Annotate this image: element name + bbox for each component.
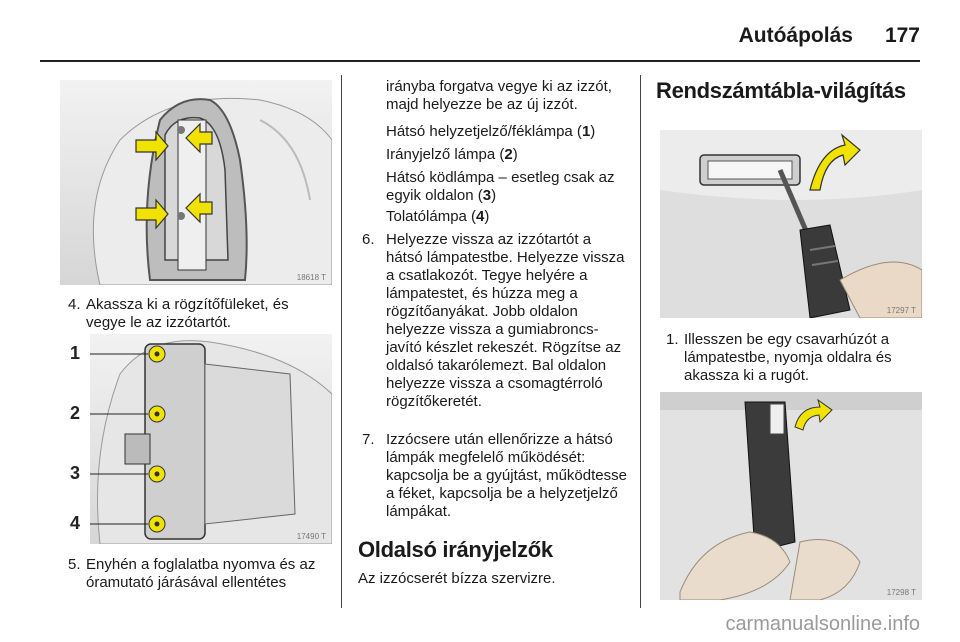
tail-lamp-figure bbox=[60, 80, 332, 285]
step-6: 6. Helyezze vissza az izzótartót a hátsó lámpatestbe. Helyezze vissza a csatlakozót. Tegye helyére a lámpatestet, és húzza meg a rögzítőanyákat. Jobb oldalon helyezze vissza a gumiabroncs-javító készlet rekeszét. Rögzítse az oldalsó takarólemezt. Bal oldalon helyezze vissza a csomagtérroló rögzítőkeretét. bbox=[362, 231, 625, 410]
page-title: Autóápolás bbox=[738, 24, 853, 47]
figure-code: 17298 T bbox=[886, 588, 916, 597]
figure-code: 17297 T bbox=[886, 306, 916, 315]
section-text-side-indicators: Az izzócserét bízza szervizre. bbox=[358, 570, 556, 587]
callout-2: 2 bbox=[70, 403, 81, 423]
column-divider-2 bbox=[640, 75, 641, 608]
plate-lamp-screwdriver-figure bbox=[660, 130, 922, 318]
step-4: 4. Akassza ki a rögzítőfüleket, és vegye le az izzótartót. bbox=[68, 296, 289, 331]
header-rule bbox=[40, 60, 920, 62]
section-title-plate-light: Rendszámtábla-világítás bbox=[656, 78, 906, 103]
bulb-icon bbox=[149, 346, 165, 362]
lamp-item-3: Hátsó ködlámpa – esetleg csak az egyik oldalon (3) bbox=[386, 169, 615, 204]
lamp-item-1: Hátsó helyzetjelző/féklámpa (1) bbox=[386, 123, 596, 140]
callout-3: 3 bbox=[70, 463, 81, 483]
step-5: 5. Enyhén a foglalatba nyomva és az óramutató járásával ellentétes bbox=[68, 556, 316, 591]
column-divider-1 bbox=[341, 75, 342, 608]
plate-lamp-removal-figure bbox=[660, 392, 922, 600]
bulb-icon bbox=[149, 516, 165, 532]
step-7: 7. Izzócsere után ellenőrizze a hátsó lámpák megfelelő működését: kapcsolja be a gyújtást, működtesse a féket, kapcsolja be a helyzetjelző lámpákat. bbox=[362, 431, 627, 520]
watermark: carmanualsonline.info bbox=[725, 613, 920, 635]
lamp-item-2: Irányjelző lámpa (2) bbox=[386, 146, 518, 163]
callout-1: 1 bbox=[70, 343, 81, 363]
bulb-icon bbox=[149, 466, 165, 482]
page-number: 177 bbox=[884, 24, 920, 47]
figure-code: 18618 T bbox=[296, 273, 326, 282]
callout-4: 4 bbox=[70, 513, 81, 533]
bulb-holder-figure bbox=[90, 334, 332, 544]
step-1-plate: 1. Illesszen be egy csavarhúzót a lámpatestbe, nyomja oldalra és akassza ki a rugót. bbox=[666, 331, 892, 384]
bulb-icon bbox=[149, 406, 165, 422]
lamp-item-4: Tolatólámpa (4) bbox=[386, 208, 490, 225]
page-header bbox=[739, 14, 920, 48]
step-5-continued: irányba forgatva vegye ki az izzót, majd helyezze be az új izzót. bbox=[386, 78, 612, 113]
figure-code: 17490 T bbox=[296, 532, 326, 541]
section-title-side-indicators: Oldalsó irányjelzők bbox=[358, 537, 553, 562]
